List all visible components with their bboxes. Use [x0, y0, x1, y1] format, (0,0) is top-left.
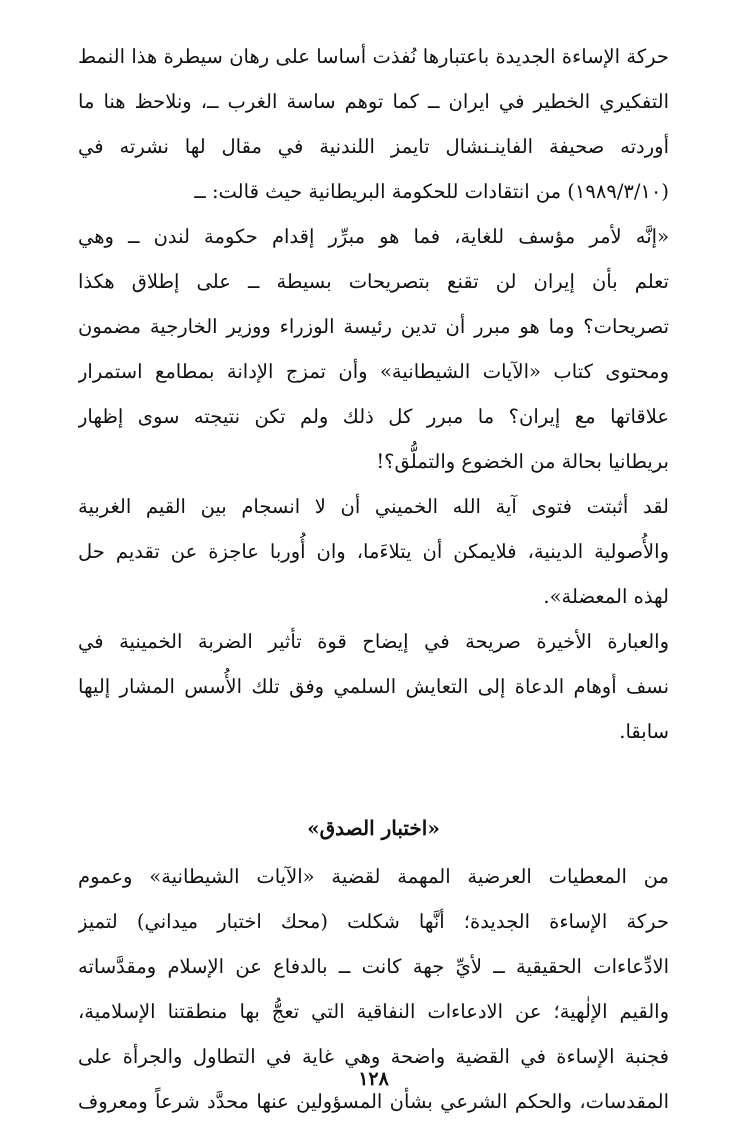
text-line: والعبارة الأخيرة صريحة في إيضاح قوة تأثير الضربة الخمينية في: [78, 630, 669, 653]
text-line: بريطانيا بحالة من الخضوع والتملُّق؟!: [376, 450, 669, 473]
text-line: من المعطيات العرضية المهمة لقضية «الآيات الشيطانية» وعموم: [78, 865, 669, 888]
text-line: حركة الإساءة الجديدة؛ أنَّها شكلت (محك اختبار ميداني) لتميز: [78, 910, 669, 933]
text-line: «إنَّه لأمر مؤسف للغاية، فما هو مبرِّر إقدام حكومة لندن ــ وهي: [78, 225, 669, 248]
text-line: الادِّعاءات الحقيقية ــ لأيِّ جهة كانت ــ بالدفاع عن الإسلام ومقدَّساته: [78, 955, 669, 978]
paragraph-1: [78, 34, 669, 214]
text-line: والقيم الإلٰهية؛ عن الادعاءات النفاقية التي تعجُّ بها منطقتنا الإسلامية،: [78, 1000, 669, 1023]
text-line: (١٩٨٩/٣/١٠) من انتقادات للحكومة البريطانية حيث قالت: ــ: [194, 180, 669, 203]
text-line: المقدسات، والحكم الشرعي بشأن المسؤولين عنها محدَّد شرعاً ومعروف: [78, 1090, 669, 1113]
text-line: علاقاتها مع إيران؟ ما مبرر كل ذلك ولم تكن نتيجته سوى إظهار: [78, 405, 669, 428]
text-line: والأُصولية الدينية، فلايمكن أن يتلاءَما، وان أُوربا عاجزة عن تقديم حل: [78, 540, 669, 563]
text-line: نسف أوهام الدعاة إلى التعايش السلمي وفق تلك الأُسس المشار إليها: [78, 675, 669, 698]
quote-paragraph: [78, 214, 669, 484]
text-line: لقد أثبتت فتوى آية الله الخميني أن لا انسجام بين القيم الغربية: [78, 495, 669, 518]
paragraph-4: [78, 619, 669, 754]
text-line: فجنبة الإساءة في القضية واضحة وهي غاية في التطاول والجرأة على: [78, 1045, 669, 1068]
text-line: تصريحات؟ وما هو مبرر أن تدين رئيسة الوزراء ووزير الخارجية مضمون: [78, 315, 669, 338]
text-line: ومحتوى كتاب «الآيات الشيطانية» وأن تمزج الإدانة بمطامع استمرار: [78, 360, 669, 383]
text-line: التفكيري الخطير في ايران ــ كما توهم ساسة الغرب ــ، ونلاحظ هنا ما: [78, 90, 669, 113]
text-line: أوردته صحيفة الفاينـنشال تايمز اللندنية في مقال لها نشرته في: [78, 135, 669, 158]
page-number: ١٢٨: [358, 1068, 389, 1090]
text-line: لهذه المعضلة».: [543, 585, 669, 608]
section-heading: «اختبار الصدق»: [307, 816, 440, 840]
text-line: سابقا.: [619, 720, 669, 743]
paragraph-3: [78, 484, 669, 619]
text-line: تعلم بأن إيران لن تقنع بتصريحات بسيطة ــ على إطلاق هكذا: [78, 270, 669, 293]
document-page: [78, 34, 669, 1124]
text-line: حركة الإساءة الجديدة باعتبارها نُفذت أساسا على رهان سيطرة هذا النمط: [78, 45, 669, 68]
section-gap: [78, 754, 669, 802]
